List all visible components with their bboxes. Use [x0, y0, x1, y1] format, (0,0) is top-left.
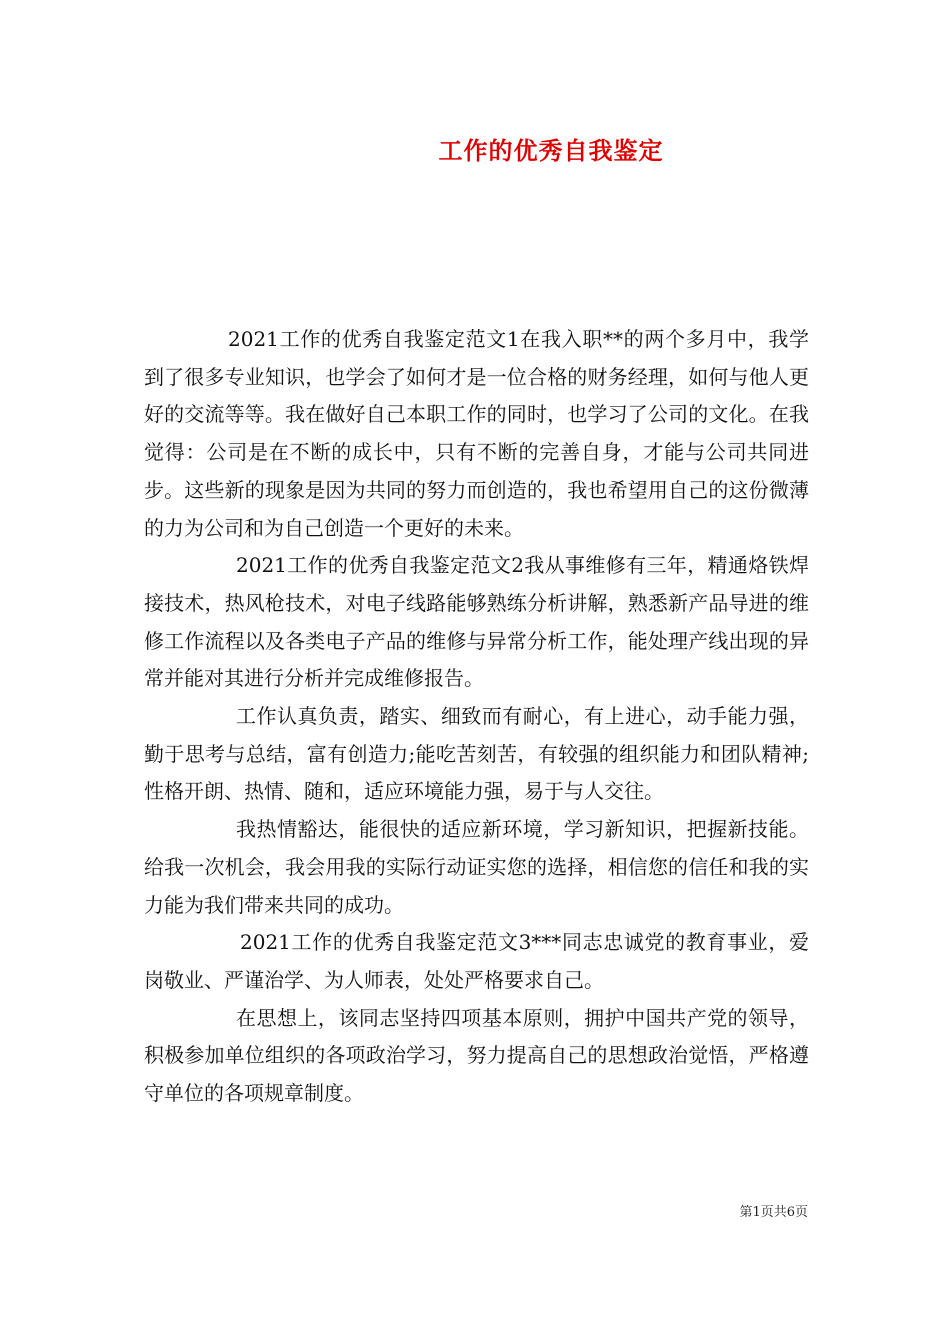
paragraph-3: 工作认真负责，踏实、细致而有耐心，有上进心，动手能力强，勤于思考与总结，富有创造力;能吃苦刻苦，有较强的组织能力和团队精神;性格开朗、热情、随和，适应环境能力强，易于与人交往。: [144, 704, 809, 804]
paragraph-6: 在思想上，该同志坚持四项基本原则，拥护中国共产党的领导，积极参加单位组织的各项政治学习，努力提高自己的思想政治觉悟，严格遵守单位的各项规章制度。: [144, 1005, 809, 1106]
paragraph-5: 2021工作的优秀自我鉴定范文3***同志忠诚党的教育事业，爱岗敬业、严谨治学、为人师表，处处严格要求自己。: [144, 930, 809, 992]
document-body: [144, 321, 809, 1113]
document-title: 工作的优秀自我鉴定: [438, 136, 664, 165]
page-number-footer: 第1页共6页: [739, 1205, 808, 1220]
paragraph-4: 我热情豁达，能很快的适应新环境，学习新知识，把握新技能。给我一次机会，我会用我的实际行动证实您的选择，相信您的信任和我的实力能为我们带来共同的成功。: [144, 817, 809, 917]
paragraph-2: 2021工作的优秀自我鉴定范文2我从事维修有三年，精通烙铁焊接技术，热风枪技术，对电子线路能够熟练分析讲解，熟悉新产品导进的维修工作流程以及各类电子产品的维修与异常分析工作，能处理产线出现的异常并能对其进行分析并完成维修报告。: [144, 553, 809, 691]
paragraph-1: 2021工作的优秀自我鉴定范文1在我入职**的两个多月中，我学到了很多专业知识，也学会了如何才是一位合格的财务经理，如何与他人更好的交流等等。我在做好自己本职工作的同时，也学习了公司的文化。在我觉得：公司是在不断的成长中，只有不断的完善自身，才能与公司共同进步。这些新的现象是因为共同的努力而创造的，我也希望用自己的这份微薄的力为公司和为自己创造一个更好的未来。: [144, 327, 809, 540]
